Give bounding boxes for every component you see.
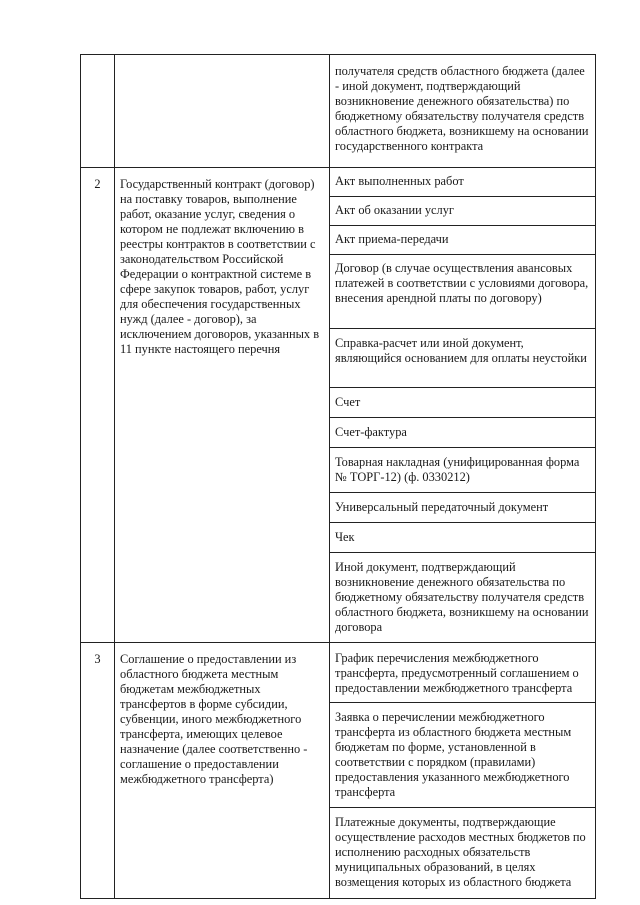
document-table: [80, 54, 596, 899]
row-number: 2: [81, 168, 115, 643]
subdocument: Договор (в случае осуществления авансовых платежей в соответствии с условиями договора, внесения арендной платы по договору): [330, 255, 596, 329]
subdocument: Иной документ, подтверждающий возникновение денежного обязательства по бюджетному обязательству получателя средств областного бюджета, возникшему на основании договора: [330, 553, 596, 643]
subdocument: Заявка о перечислении межбюджетного трансферта из областного бюджета местным бюджетам по форме, установленной в соответствии с порядком (правилами) предоставления указанного межбюджетного трансферта: [330, 703, 596, 808]
subdocument: Товарная накладная (унифицированная форма № ТОРГ-12) (ф. 0330212): [330, 448, 596, 493]
subdocument: Справка-расчет или иной документ, являющийся основанием для оплаты неустойки: [330, 329, 596, 388]
subdocument: Акт об оказании услуг: [330, 197, 596, 226]
subdocument: Акт приема-передачи: [330, 226, 596, 255]
subdocument: получателя средств областного бюджета (далее - иной документ, подтверждающий возникновение денежного обязательства) по бюджетному обязательству получателя средств областного бюджета, возникшему на основании государственного контракта: [330, 55, 596, 168]
subdocument: Счет-фактура: [330, 418, 596, 448]
document-name: Государственный контракт (договор) на поставку товаров, выполнение работ, оказание услуг, сведения о котором не подлежат включению в реестры контрактов в соответствии с законодательством Российской Федерации о контрактной системе в сфере закупок товаров, работ, услуг для обеспечения государственных нужд (далее - договор), за исключением договоров, указанных в 11 пункте настоящего перечня: [115, 168, 330, 643]
table-row: [81, 55, 596, 168]
document-name: Соглашение о предоставлении из областного бюджета местным бюджетам межбюджетных трансфертов в форме субсидии, субвенции, иного межбюджетного трансферта, имеющих целевое назначение (далее соответственно - соглашение о предоставлении межбюджетного трансферта): [115, 643, 330, 899]
table-row: [81, 643, 596, 703]
subdocument: Универсальный передаточный документ: [330, 493, 596, 523]
subdocument: Счет: [330, 388, 596, 418]
table-row: [81, 168, 596, 197]
subdocument: График перечисления межбюджетного трансферта, предусмотренный соглашением о предоставлении межбюджетного трансферта: [330, 643, 596, 703]
row-number: 3: [81, 643, 115, 899]
row-number: [81, 55, 115, 168]
subdocument: Акт выполненных работ: [330, 168, 596, 197]
subdocument: Платежные документы, подтверждающие осуществление расходов местных бюджетов по исполнению расходных обязательств муниципальных образований, в целях возмещения которых из областного бюджета: [330, 808, 596, 899]
subdocument: Чек: [330, 523, 596, 553]
document-name: [115, 55, 330, 168]
